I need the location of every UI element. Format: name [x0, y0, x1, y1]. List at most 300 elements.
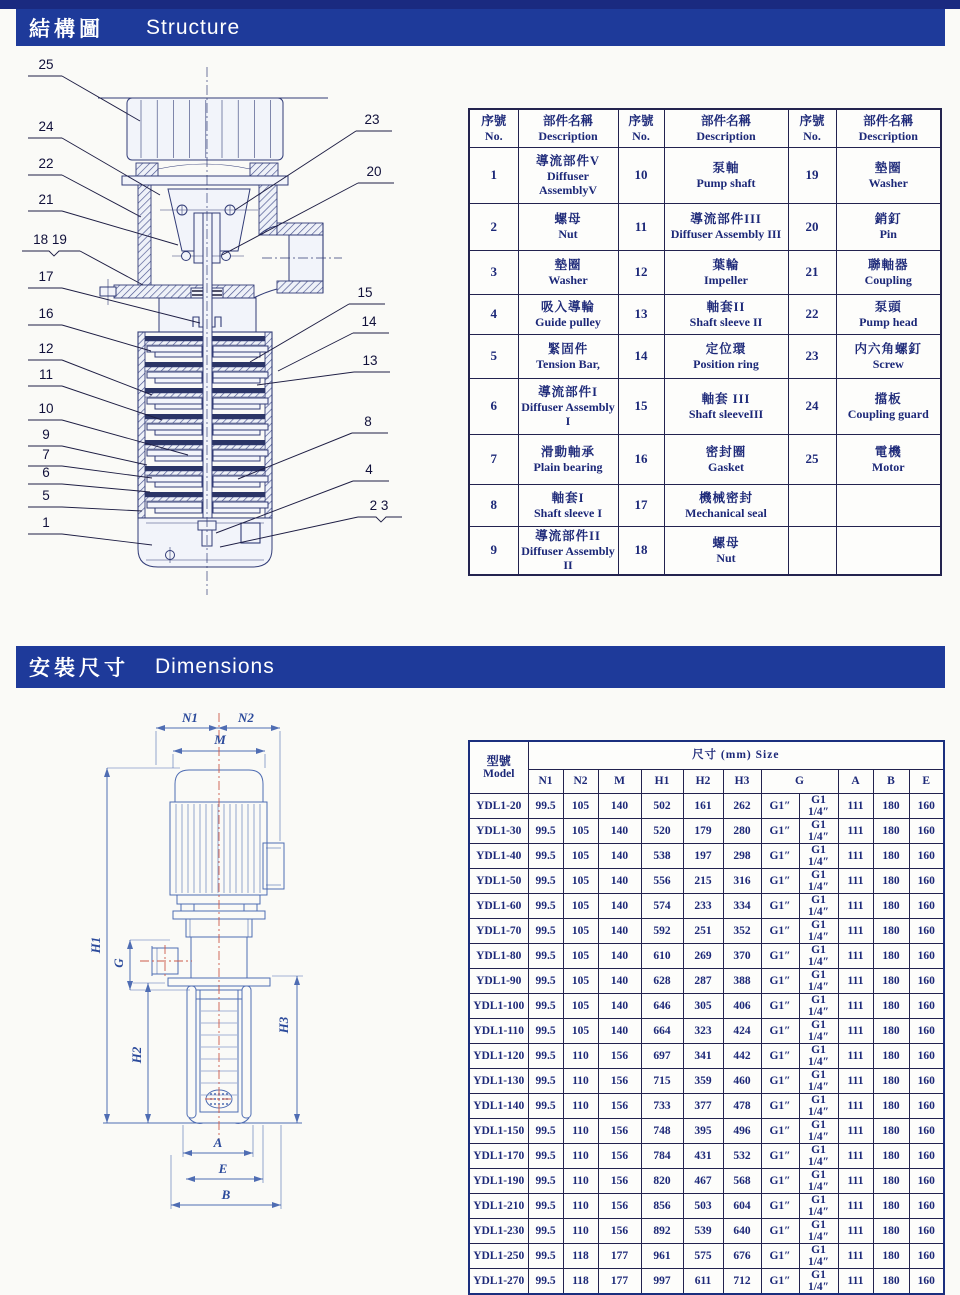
dim-value-cell: 140 — [598, 793, 641, 818]
sleeve-right — [242, 986, 251, 1118]
parts-col-header: 序號 No. — [618, 109, 664, 147]
impeller-left-inner — [155, 352, 202, 357]
dim-value-cell: G1″ — [761, 1193, 799, 1218]
part-number: 22 — [788, 294, 836, 334]
dim-value-cell: G1 1/4″ — [799, 1143, 838, 1168]
outlet-wall-bottom — [277, 281, 323, 293]
grille-dot — [226, 1103, 228, 1105]
dim-value-cell: 377 — [683, 1093, 723, 1118]
parts-row — [469, 294, 941, 334]
dim-value-cell: 99.5 — [528, 1093, 563, 1118]
parts-row — [469, 484, 941, 526]
dim-value-cell: 180 — [873, 993, 909, 1018]
dim-label: N2 — [238, 710, 254, 725]
col-h3: H3 — [723, 769, 761, 793]
dim-value-cell: 180 — [873, 1193, 909, 1218]
dim-value-cell: 160 — [909, 1043, 944, 1068]
part-number: 16 — [618, 434, 664, 484]
dim-value-cell: 160 — [909, 918, 944, 943]
motor-finned-body — [170, 802, 267, 895]
dim-value-cell: G1″ — [761, 1268, 799, 1294]
dim-value-cell: 424 — [723, 1018, 761, 1043]
dim-value-cell: 99.5 — [528, 993, 563, 1018]
part-description: 滑動軸承 Plain bearing — [518, 434, 618, 484]
dim-value-cell: 99.5 — [528, 1143, 563, 1168]
part-description: 軸套 III Shaft sleeveIII — [664, 378, 788, 434]
callout-label: 5 — [42, 488, 50, 503]
dim-value-cell: 496 — [723, 1118, 761, 1143]
part-number: 2 — [469, 203, 518, 250]
dim-value-cell: 431 — [683, 1143, 723, 1168]
impeller-left — [147, 424, 202, 430]
callout-label: 25 — [38, 57, 54, 72]
dim-value-cell: 140 — [598, 918, 641, 943]
grille-dot — [214, 1098, 216, 1100]
dim-value-cell: 140 — [598, 993, 641, 1018]
dim-value-cell: 180 — [873, 893, 909, 918]
dim-value-cell: 748 — [641, 1118, 683, 1143]
part-number: 8 — [469, 484, 518, 526]
parts-row — [469, 334, 941, 378]
grille-dot — [222, 1093, 224, 1095]
impeller-right-inner — [213, 456, 260, 461]
dim-value-cell: 111 — [838, 1093, 873, 1118]
dim-value-cell: G1 1/4″ — [799, 1018, 838, 1043]
col-h1: H1 — [641, 769, 683, 793]
impeller-left-inner — [155, 456, 202, 461]
impeller-left-inner — [155, 430, 202, 435]
dim-value-cell: 388 — [723, 968, 761, 993]
callout-leader — [28, 507, 142, 511]
dim-value-cell: G1 1/4″ — [799, 1168, 838, 1193]
dim-value-cell: 99.5 — [528, 893, 563, 918]
part-number: 1 — [469, 147, 518, 203]
dim-value-cell: 160 — [909, 1168, 944, 1193]
part-description: 泵軸 Pump shaft — [664, 147, 788, 203]
callout-label: 4 — [365, 462, 373, 477]
part-number: 5 — [469, 334, 518, 378]
part-number: 11 — [618, 203, 664, 250]
part-description: 導流部件V Diffuser AssemblyV — [518, 147, 618, 203]
top-strip — [0, 0, 960, 9]
dim-value-cell: 502 — [641, 793, 683, 818]
grille-dot — [210, 1093, 212, 1095]
column-wall-left — [138, 332, 145, 518]
dims-row — [469, 818, 944, 843]
callout-label: 8 — [364, 414, 372, 429]
part-description: 導流部件I Diffuser Assembly I — [518, 378, 618, 434]
dim-value-cell: 287 — [683, 968, 723, 993]
impeller-right-inner — [213, 404, 260, 409]
dim-value-cell: 160 — [909, 1218, 944, 1243]
dim-value-cell: G1 1/4″ — [799, 918, 838, 943]
dims-row — [469, 1118, 944, 1143]
part-number: 24 — [788, 378, 836, 434]
col-g: G — [761, 769, 838, 793]
motor-base-flange — [177, 895, 260, 904]
dim-value-cell: G1 1/4″ — [799, 993, 838, 1018]
flange-curve — [158, 164, 250, 169]
dim-value-cell: 156 — [598, 1043, 641, 1068]
dim-value-cell: G1 1/4″ — [799, 843, 838, 868]
dim-value-cell: 697 — [641, 1043, 683, 1068]
callout-label: 9 — [42, 427, 50, 442]
dim-value-cell: 180 — [873, 968, 909, 993]
part-number: 4 — [469, 294, 518, 334]
part-description — [836, 484, 941, 526]
dim-value-cell: 140 — [598, 843, 641, 868]
dim-value-cell: 111 — [838, 1118, 873, 1143]
part-description — [836, 526, 941, 575]
dim-value-cell: G1″ — [761, 1018, 799, 1043]
model-cell: YDL1-100 — [469, 993, 528, 1018]
dim-value-cell: 334 — [723, 893, 761, 918]
dimensions-section-header — [16, 646, 945, 688]
dim-value-cell: 160 — [909, 943, 944, 968]
dim-value-cell: G1 1/4″ — [799, 1243, 838, 1268]
parts-col-header: 序號 No. — [788, 109, 836, 147]
dim-value-cell: 215 — [683, 868, 723, 893]
part-description: 導流部件II Diffuser Assembly II — [518, 526, 618, 575]
sleeve-left — [187, 986, 196, 1118]
dim-value-cell: 592 — [641, 918, 683, 943]
impeller-right — [213, 346, 268, 352]
callout-label: 16 — [38, 306, 54, 321]
outlet-wall-top — [277, 223, 323, 235]
dim-value-cell: 110 — [563, 1068, 598, 1093]
model-cell: YDL1-50 — [469, 868, 528, 893]
model-header: 型號 Model — [469, 741, 528, 793]
part-number: 17 — [618, 484, 664, 526]
dim-label: B — [221, 1187, 231, 1202]
part-description: 墊圈 Washer — [836, 147, 941, 203]
motor-flange-right — [250, 163, 278, 176]
motor-body — [127, 98, 283, 160]
model-cell: YDL1-210 — [469, 1193, 528, 1218]
callout-label: 12 — [38, 341, 54, 356]
impeller-right-inner — [213, 482, 260, 487]
dim-value-cell: G1 1/4″ — [799, 1043, 838, 1068]
impeller-left-inner — [155, 378, 202, 383]
col-n1: N1 — [528, 769, 563, 793]
model-cell: YDL1-150 — [469, 1118, 528, 1143]
part-description: 擋板 Coupling guard — [836, 378, 941, 434]
part-number: 10 — [618, 147, 664, 203]
dims-row — [469, 893, 944, 918]
junction-box — [263, 843, 284, 889]
dim-value-cell: 111 — [838, 1143, 873, 1168]
part-description: 導流部件III Diffuser Assembly III — [664, 203, 788, 250]
grille-dot — [214, 1103, 216, 1105]
parts-header-row — [469, 109, 941, 147]
dim-value-cell: 640 — [723, 1218, 761, 1243]
parts-row — [469, 203, 941, 250]
dim-value-cell: 105 — [563, 818, 598, 843]
dim-value-cell: G1″ — [761, 793, 799, 818]
part-number: 23 — [788, 334, 836, 378]
dim-value-cell: G1 1/4″ — [799, 793, 838, 818]
part-description: 泵頭 Pump head — [836, 294, 941, 334]
dims-row — [469, 1218, 944, 1243]
dim-value-cell: 538 — [641, 843, 683, 868]
dim-value-cell: 111 — [838, 893, 873, 918]
callout-label: 17 — [38, 269, 54, 284]
dim-value-cell: 140 — [598, 868, 641, 893]
dim-value-cell: G1 1/4″ — [799, 1093, 838, 1118]
impeller-right-inner — [213, 430, 260, 435]
col-n2: N2 — [563, 769, 598, 793]
motor-flange-left — [136, 163, 158, 176]
dims-row — [469, 993, 944, 1018]
part-number: 6 — [469, 378, 518, 434]
model-cell: YDL1-80 — [469, 943, 528, 968]
dim-value-cell: 160 — [909, 843, 944, 868]
dim-value-cell: 180 — [873, 793, 909, 818]
impeller-right-inner — [213, 352, 260, 357]
part-description: 内六角螺釘 Screw — [836, 334, 941, 378]
model-cell: YDL1-250 — [469, 1243, 528, 1268]
impeller-right — [213, 424, 268, 430]
col-h2: H2 — [683, 769, 723, 793]
dim-value-cell: 160 — [909, 1018, 944, 1043]
structure-title-en: Structure — [146, 15, 241, 39]
model-cell: YDL1-140 — [469, 1093, 528, 1118]
dim-value-cell: 160 — [909, 1143, 944, 1168]
part-description: 聯軸器 Coupling — [836, 250, 941, 294]
dim-value-cell: 111 — [838, 868, 873, 893]
dims-row — [469, 1018, 944, 1043]
dim-value-cell: 251 — [683, 918, 723, 943]
dims-row — [469, 1268, 944, 1294]
model-cell: YDL1-90 — [469, 968, 528, 993]
dim-value-cell: G1 1/4″ — [799, 943, 838, 968]
dim-value-cell: G1″ — [761, 1218, 799, 1243]
dim-value-cell: 892 — [641, 1218, 683, 1243]
dim-value-cell: G1 1/4″ — [799, 1218, 838, 1243]
dim-value-cell: G1″ — [761, 993, 799, 1018]
dim-value-cell: 105 — [563, 893, 598, 918]
dim-value-cell: 99.5 — [528, 1243, 563, 1268]
dim-value-cell: 233 — [683, 893, 723, 918]
pump-outline — [103, 770, 302, 1123]
impeller-right — [213, 372, 268, 378]
dim-value-cell: 370 — [723, 943, 761, 968]
dimension-labels — [88, 710, 291, 1202]
dim-value-cell: 156 — [598, 1143, 641, 1168]
part-description: 螺母 Nut — [664, 526, 788, 575]
dim-value-cell: G1 1/4″ — [799, 1193, 838, 1218]
pump-dimensions-diagram — [30, 695, 450, 1225]
dim-value-cell: 180 — [873, 1268, 909, 1294]
structure-title-zh: 結構圖 — [29, 16, 104, 41]
dim-value-cell: 118 — [563, 1243, 598, 1268]
impeller-right-inner — [213, 378, 260, 383]
dim-value-cell: G1 1/4″ — [799, 893, 838, 918]
dim-value-cell: 160 — [909, 1193, 944, 1218]
dim-value-cell: 298 — [723, 843, 761, 868]
dim-value-cell: 646 — [641, 993, 683, 1018]
motor-fin-lines — [176, 804, 260, 893]
base-flange — [114, 285, 254, 298]
dims-header-row2 — [469, 769, 944, 793]
size-header: 尺寸 (mm) Size — [528, 741, 944, 769]
dim-value-cell: G1″ — [761, 843, 799, 868]
dim-value-cell: 110 — [563, 1118, 598, 1143]
structure-section-header — [16, 9, 945, 46]
grille-dot — [226, 1093, 228, 1095]
dim-value-cell: 520 — [641, 818, 683, 843]
dim-value-cell: 161 — [683, 793, 723, 818]
dim-value-cell: 156 — [598, 1218, 641, 1243]
dimensions-table — [468, 740, 945, 1295]
dim-value-cell: 156 — [598, 1168, 641, 1193]
dim-value-cell: 99.5 — [528, 793, 563, 818]
callout-leader — [28, 534, 152, 545]
model-cell: YDL1-110 — [469, 1018, 528, 1043]
parts-col-header: 部件名稱 Description — [836, 109, 941, 147]
part-number: 19 — [788, 147, 836, 203]
dim-value-cell: 111 — [838, 1068, 873, 1093]
model-cell: YDL1-170 — [469, 1143, 528, 1168]
model-cell: YDL1-60 — [469, 893, 528, 918]
part-description: 定位環 Position ring — [664, 334, 788, 378]
dim-value-cell: 180 — [873, 843, 909, 868]
callout-label: 21 — [38, 192, 54, 207]
part-description: 螺母 Nut — [518, 203, 618, 250]
dim-value-cell: 280 — [723, 818, 761, 843]
dims-row — [469, 918, 944, 943]
dim-value-cell: 111 — [838, 993, 873, 1018]
impeller-right — [213, 502, 268, 508]
dim-value-cell: 99.5 — [528, 1043, 563, 1068]
col-a: A — [838, 769, 873, 793]
dim-value-cell: 180 — [873, 1018, 909, 1043]
impeller-left-inner — [155, 482, 202, 487]
mounting-plate — [122, 176, 288, 185]
dim-value-cell: 180 — [873, 943, 909, 968]
dims-row — [469, 1068, 944, 1093]
part-number: 7 — [469, 434, 518, 484]
part-number: 15 — [618, 378, 664, 434]
dim-value-cell: 180 — [873, 918, 909, 943]
dim-value-cell: 997 — [641, 1268, 683, 1294]
callout-label: 15 — [357, 285, 373, 300]
parts-row — [469, 434, 941, 484]
dim-value-cell: 532 — [723, 1143, 761, 1168]
dim-value-cell: 712 — [723, 1268, 761, 1294]
callout-label: 13 — [362, 353, 378, 368]
dim-value-cell: 110 — [563, 1168, 598, 1193]
parts-col-header: 部件名稱 Description — [664, 109, 788, 147]
dim-value-cell: G1″ — [761, 1043, 799, 1068]
callout-label: 11 — [38, 367, 54, 382]
dim-label: H2 — [129, 1046, 144, 1064]
dims-row — [469, 1093, 944, 1118]
part-description: 銷釘 Pin — [836, 203, 941, 250]
dim-value-cell: 467 — [683, 1168, 723, 1193]
model-cell: YDL1-230 — [469, 1218, 528, 1243]
dim-value-cell: 99.5 — [528, 1218, 563, 1243]
dim-value-cell: G1 1/4″ — [799, 968, 838, 993]
grille-dot — [214, 1093, 216, 1095]
dim-value-cell: 180 — [873, 1068, 909, 1093]
dims-row — [469, 868, 944, 893]
dim-value-cell: 715 — [641, 1068, 683, 1093]
dim-value-cell: 110 — [563, 1193, 598, 1218]
part-number: 20 — [788, 203, 836, 250]
dim-value-cell: G1″ — [761, 818, 799, 843]
dim-value-cell: 111 — [838, 843, 873, 868]
dim-value-cell: 160 — [909, 793, 944, 818]
dim-value-cell: 604 — [723, 1193, 761, 1218]
parts-col-header: 部件名稱 Description — [518, 109, 618, 147]
dim-value-cell: 140 — [598, 818, 641, 843]
part-number: 21 — [788, 250, 836, 294]
dim-value-cell: 99.5 — [528, 843, 563, 868]
impeller-left — [147, 372, 202, 378]
dim-value-cell: 118 — [563, 1268, 598, 1294]
dim-label: E — [218, 1161, 228, 1176]
dim-value-cell: 140 — [598, 893, 641, 918]
dim-value-cell: 140 — [598, 968, 641, 993]
dim-value-cell: 105 — [563, 918, 598, 943]
dims-row — [469, 1168, 944, 1193]
part-number — [788, 484, 836, 526]
dim-value-cell: 111 — [838, 1193, 873, 1218]
dim-value-cell: 160 — [909, 818, 944, 843]
dim-value-cell: 110 — [563, 1143, 598, 1168]
dim-value-cell: 160 — [909, 868, 944, 893]
dim-value-cell: G1 1/4″ — [799, 868, 838, 893]
part-number: 3 — [469, 250, 518, 294]
dim-value-cell: 180 — [873, 1093, 909, 1118]
dim-value-cell: G1″ — [761, 1118, 799, 1143]
dim-value-cell: 197 — [683, 843, 723, 868]
dim-value-cell: G1″ — [761, 943, 799, 968]
part-description: 葉輪 Impeller — [664, 250, 788, 294]
dims-row — [469, 943, 944, 968]
model-cell: YDL1-130 — [469, 1068, 528, 1093]
dim-value-cell: 111 — [838, 1268, 873, 1294]
dim-value-cell: 160 — [909, 1068, 944, 1093]
callout-label: 6 — [42, 465, 50, 480]
impeller-left — [147, 502, 202, 508]
part-description: 墊圈 Washer — [518, 250, 618, 294]
dim-value-cell: 460 — [723, 1068, 761, 1093]
dims-row — [469, 1243, 944, 1268]
parts-row — [469, 526, 941, 575]
dim-value-cell: G1″ — [761, 1068, 799, 1093]
model-cell: YDL1-20 — [469, 793, 528, 818]
dim-value-cell: 99.5 — [528, 918, 563, 943]
dim-value-cell: 180 — [873, 868, 909, 893]
dim-value-cell: 105 — [563, 793, 598, 818]
dim-value-cell: 180 — [873, 818, 909, 843]
dim-value-cell: 610 — [641, 943, 683, 968]
dims-row — [469, 1143, 944, 1168]
pump-shaft — [203, 213, 212, 528]
dim-label: N1 — [182, 710, 198, 725]
dim-value-cell: 568 — [723, 1168, 761, 1193]
dim-value-cell: 177 — [598, 1268, 641, 1294]
part-number: 14 — [618, 334, 664, 378]
dim-value-cell: 961 — [641, 1243, 683, 1268]
dim-value-cell: 110 — [563, 1218, 598, 1243]
dim-value-cell: 160 — [909, 893, 944, 918]
dim-value-cell: 305 — [683, 993, 723, 1018]
part-description: 緊固件 Tension Bar, — [518, 334, 618, 378]
parts-table — [468, 108, 942, 576]
